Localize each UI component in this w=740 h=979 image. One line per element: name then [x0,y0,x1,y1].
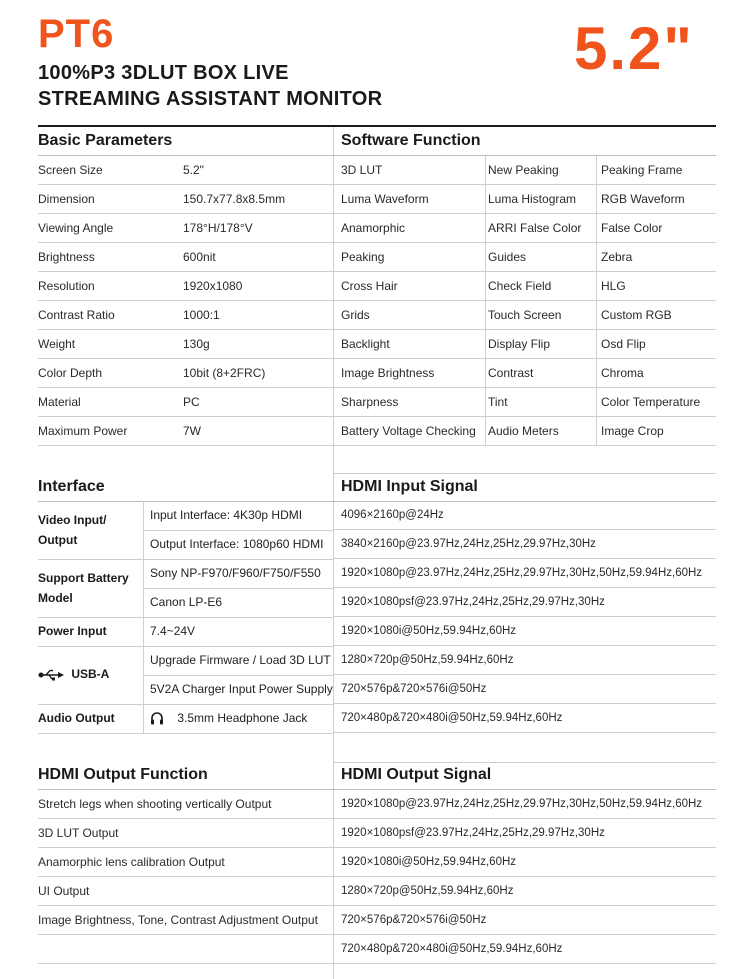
software-function-item: Zebra [601,250,633,264]
basic-param-value: 5.2" [183,163,204,177]
hdmi-output-function-row [38,848,333,877]
basic-param-label: Contrast Ratio [38,308,115,322]
software-function-row [333,272,716,301]
hdmi-output-function-item: Image Brightness, Tone, Contrast Adjustment Output [38,913,318,927]
subtitle-line-1: 100%P3 3DLUT BOX LIVE [38,62,289,84]
software-function-item: HLG [601,279,626,293]
software-function-item: Cross Hair [341,279,398,293]
hdmi-output-signal-row [333,790,716,819]
software-function-item: 3D LUT [341,163,383,177]
software-function-item: Chroma [601,366,644,380]
hdmi-output-function-row [38,935,333,964]
basic-param-row [38,301,333,330]
basic-param-label: Color Depth [38,366,103,380]
software-function-item: Tint [488,395,508,409]
software-function-item: Backlight [341,337,390,351]
battery-label: Support Battery Model [38,571,129,605]
hdmi-input-row [333,559,716,588]
usb-charger-value: 5V2A Charger Input Power Supply [150,682,333,696]
basic-param-label: Material [38,395,81,409]
basic-param-label: Maximum Power [38,424,128,438]
hdmi-input-row [333,501,716,530]
basic-param-value: 600nit [183,250,216,264]
software-function-item: Touch Screen [488,308,562,322]
basic-param-value: 130g [183,337,210,351]
hdmi-output-function-row [38,877,333,906]
hdmi-output-format: 720×480p&720×480i@50Hz,59.94Hz,60Hz [341,943,563,955]
video-io-label: Video Input/ Output [38,513,107,547]
hdmi-input-format: 1280×720p@50Hz,59.94Hz,60Hz [341,654,514,666]
screen-size-badge: 5.2" [574,15,694,82]
software-function-item: Grids [341,308,370,322]
software-function-item: Color Temperature [601,395,701,409]
basic-param-row [38,388,333,417]
software-function-row [333,301,716,330]
software-function-row [333,359,716,388]
software-function-item: Check Field [488,279,552,293]
power-input-value: 7.4~24V [150,624,196,638]
subtitle-line-2: STREAMING ASSISTANT MONITOR [38,88,383,110]
hdmi-input-format: 1920×1080i@50Hz,59.94Hz,60Hz [341,625,517,637]
hdmi-output-signal-row [333,877,716,906]
video-output-value: Output Interface: 1080p60 HDMI [150,537,324,551]
software-function-item: Peaking Frame [601,163,683,177]
software-function-item: Peaking [341,250,385,264]
hdmi-input-row [333,704,716,733]
basic-param-value: 1000:1 [183,308,220,322]
basic-param-label: Weight [38,337,76,351]
software-function-item: Luma Histogram [488,192,577,206]
software-function-item: Anamorphic [341,221,406,235]
headphone-icon [150,712,164,725]
basic-param-row [38,272,333,301]
hdmi-output-function-title: HDMI Output Function [38,766,208,783]
software-function-item: Display Flip [488,337,551,351]
basic-param-value: 7W [183,424,201,438]
basic-param-row [38,185,333,214]
usb-label: USB-A [38,660,109,689]
basic-param-row [38,214,333,243]
hdmi-output-signal-title: HDMI Output Signal [341,766,492,783]
hdmi-input-row [333,617,716,646]
hdmi-input-row [333,530,716,559]
hdmi-output-format: 1920×1080p@23.97Hz,24Hz,25Hz,29.97Hz,30Hz,50Hz,59.94Hz,60Hz [341,798,703,810]
software-function-row [333,330,716,359]
hdmi-input-format: 1920×1080psf@23.97Hz,24Hz,25Hz,29.97Hz,30Hz [341,596,605,608]
software-function-item: Contrast [488,366,534,380]
software-function-row [333,185,716,214]
battery-sony-value: Sony NP-F970/F960/F750/F550 [150,566,321,580]
audio-output-value: 3.5mm Headphone Jack [150,704,307,733]
video-input-value: Input Interface: 4K30p HDMI [150,508,303,522]
hdmi-input-format: 720×480p&720×480i@50Hz,59.94Hz,60Hz [341,712,563,724]
usb-icon [38,669,64,681]
hdmi-input-format: 720×576p&720×576i@50Hz [341,683,487,695]
software-function-item: ARRI False Color [488,221,582,235]
basic-param-row [38,417,333,446]
basic-param-row [38,330,333,359]
spec-header [0,0,740,128]
hdmi-output-signal-row [333,819,716,848]
software-function-item: Guides [488,250,527,264]
hdmi-output-format: 1920×1080i@50Hz,59.94Hz,60Hz [341,856,517,868]
software-function-item: Audio Meters [488,424,559,438]
hdmi-output-signal-row [333,906,716,935]
basic-param-label: Viewing Angle [38,221,114,235]
basic-param-value: 150.7x77.8x8.5mm [183,192,286,206]
hdmi-input-format: 3840×2160p@23.97Hz,24Hz,25Hz,29.97Hz,30Hz [341,538,596,550]
hdmi-input-format: 1920×1080p@23.97Hz,24Hz,25Hz,29.97Hz,30Hz,50Hz,59.94Hz,60Hz [341,567,703,579]
software-function-title: Software Function [341,132,481,149]
software-function-row [333,417,716,446]
hdmi-output-signal-row [333,935,716,964]
software-function-item: RGB Waveform [601,192,685,206]
battery-canon-value: Canon LP-E6 [150,595,223,609]
software-function-row [333,388,716,417]
hdmi-input-title: HDMI Input Signal [341,478,478,495]
power-input-label: Power Input [38,624,107,638]
software-function-item: Image Crop [601,424,664,438]
hdmi-output-format: 720×576p&720×576i@50Hz [341,914,487,926]
hdmi-output-signal-row [333,848,716,877]
software-function-item: Image Brightness [341,366,435,380]
hdmi-input-row [333,646,716,675]
hdmi-output-function-item: Anamorphic lens calibration Output [38,855,225,869]
hdmi-output-function-row [38,906,333,935]
basic-param-row [38,243,333,272]
basic-param-value: 1920x1080 [183,279,243,293]
basic-parameters-title: Basic Parameters [38,132,173,149]
hdmi-output-function-item: 3D LUT Output [38,826,119,840]
hdmi-output-function-row [38,819,333,848]
hdmi-input-row [333,675,716,704]
basic-param-value: 178°H/178°V [183,221,253,235]
basic-param-row [38,359,333,388]
hdmi-output-format: 1280×720p@50Hz,59.94Hz,60Hz [341,885,514,897]
usb-firmware-value: Upgrade Firmware / Load 3D LUT [150,653,331,667]
software-function-row [333,156,716,185]
hdmi-output-function-item: UI Output [38,884,90,898]
interface-title: Interface [38,478,105,495]
hdmi-input-row [333,588,716,617]
basic-param-label: Brightness [38,250,95,264]
software-function-row [333,243,716,272]
hdmi-input-format: 4096×2160p@24Hz [341,509,444,521]
hdmi-output-function-item: Stretch legs when shooting vertically Output [38,797,272,811]
model-name: PT6 [38,12,115,56]
software-function-item: Luma Waveform [341,192,429,206]
hdmi-output-format: 1920×1080psf@23.97Hz,24Hz,25Hz,29.97Hz,30Hz [341,827,605,839]
basic-param-value: PC [183,395,200,409]
basic-param-label: Resolution [38,279,95,293]
basic-param-label: Screen Size [38,163,103,177]
software-function-item: Battery Voltage Checking [341,424,476,438]
basic-param-label: Dimension [38,192,95,206]
software-function-item: Osd Flip [601,337,646,351]
audio-output-label: Audio Output [38,711,115,725]
software-function-item: Sharpness [341,395,399,409]
software-function-item: New Peaking [488,163,559,177]
basic-param-row [38,156,333,185]
software-function-item: False Color [601,221,663,235]
hdmi-output-function-row [38,790,333,819]
software-function-row [333,214,716,243]
software-function-item: Custom RGB [601,308,672,322]
basic-param-value: 10bit (8+2FRC) [183,366,266,380]
